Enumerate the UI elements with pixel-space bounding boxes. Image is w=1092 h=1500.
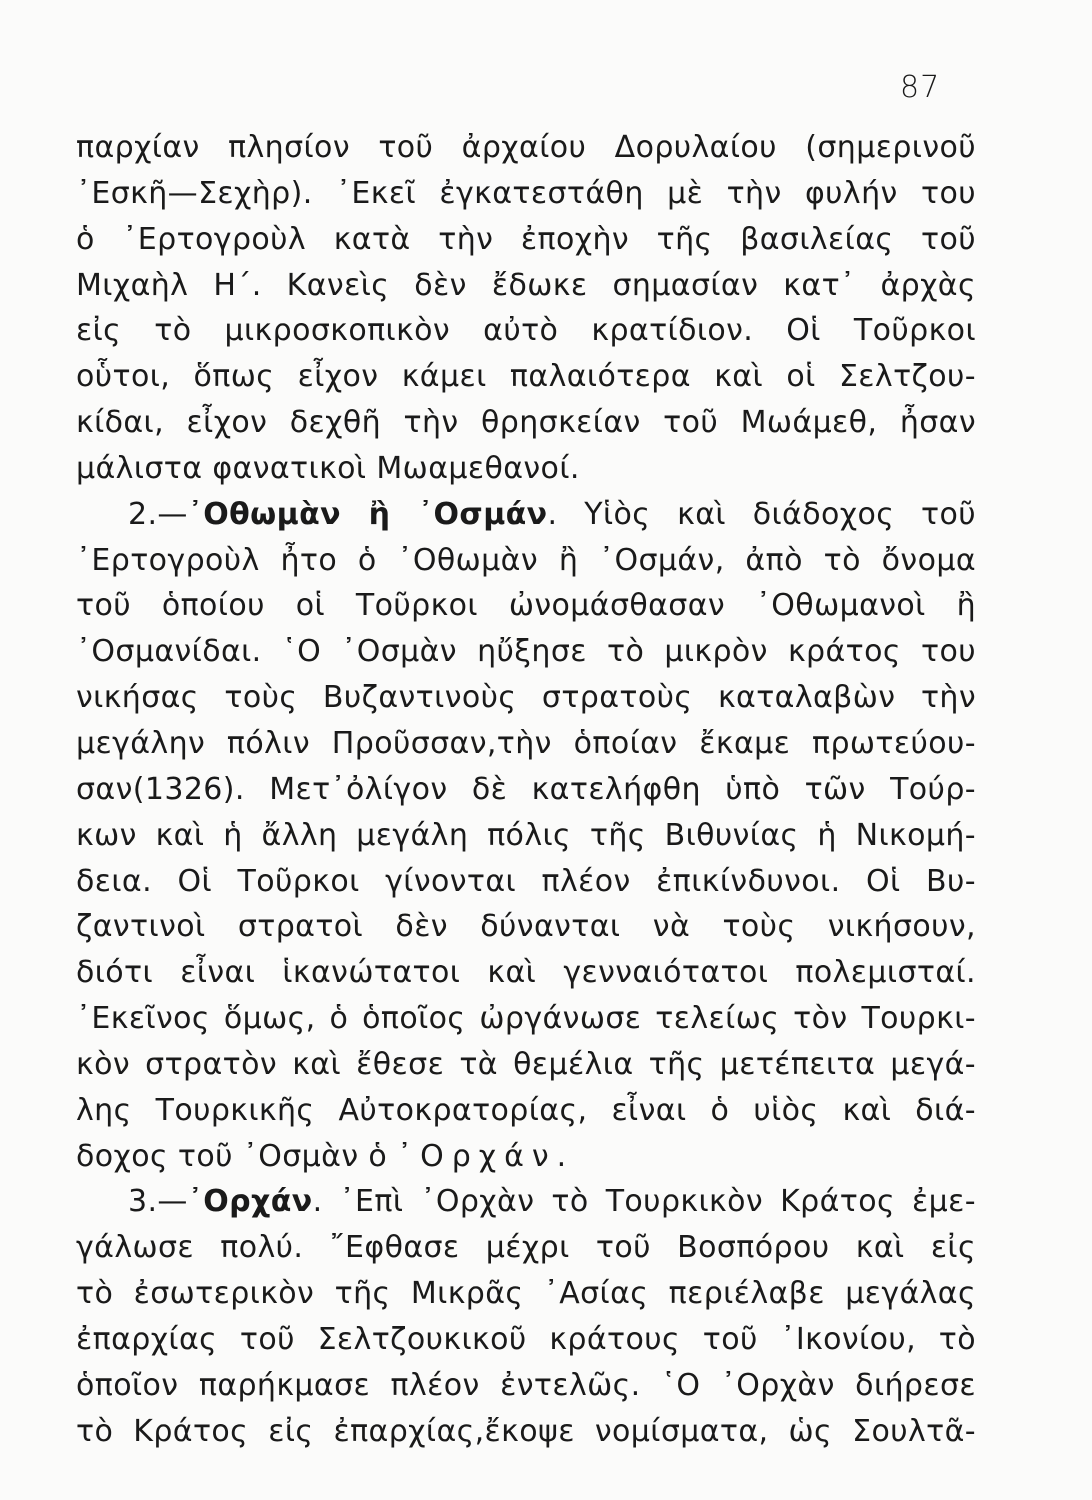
text-line: ἐπαρχίας τοῦ Σελτζουκικοῦ κράτους τοῦ ᾿Ικονίου, τὸ	[76, 1321, 976, 1357]
text-line: ὁ ᾿Ερτογροὺλ κατὰ τὴν ἐποχὴν τῆς βασιλείας τοῦ	[76, 221, 976, 257]
text-line: μάλιστα φανατικοὶ Μωαμεθανοί.	[76, 450, 580, 486]
body-text	[76, 125, 976, 1454]
text-line: ᾿Οσμανίδαι. ῾Ο ᾿Οσμὰν ηὔξησε τὸ μικρὸν κράτος του	[76, 634, 976, 670]
section-number: 2.—	[128, 496, 188, 532]
section-number: 3.—	[128, 1184, 188, 1220]
text-line: τὸ ἐσωτερικὸν τῆς Μικρᾶς ᾿Ασίας περιέλαβε μεγάλας	[76, 1276, 976, 1312]
text-line: τοῦ ὁποίου οἱ Τοῦρκοι ὠνομάσθασαν ᾿Οθωμανοὶ ἢ	[76, 588, 976, 624]
text-line: κων καὶ ἡ ἄλλη μεγάλη πόλις τῆς Βιθυνίας ἡ Νικομή-	[76, 817, 976, 853]
text-line: εἰς τὸ μικροσκοπικὸν αὐτὸ κρατίδιον. Οἱ Τοῦρκοι	[76, 313, 976, 349]
text-line: ὁποῖον παρήκμασε πλέον ἐντελῶς. ῾Ο ᾿Ορχὰν διήρεσε	[76, 1367, 976, 1403]
emphasized-name: ᾿Ορχάν.	[397, 1138, 575, 1174]
text-line: λης Τουρκικῆς Αὐτοκρατορίας, εἶναι ὁ υἱὸς καὶ διά-	[76, 1092, 976, 1128]
text-line: γάλωσε πολύ. ῎Εφθασε μέχρι τοῦ Βοσπόρου καὶ εἰς	[76, 1230, 976, 1266]
text-line: ζαντινοὶ στρατοὶ δὲν δύνανται νὰ τοὺς νικήσουν,	[76, 909, 976, 945]
section-3-first-line	[76, 1179, 976, 1225]
text-line: νικήσας τοὺς Βυζαντινοὺς στρατοὺς καταλαβὼν τὴν	[76, 680, 976, 716]
section-heading: ᾿Οθωμὰν ἢ ᾿Οσμάν	[187, 496, 548, 532]
text-span: δοχος τοῦ ᾿Οσμὰν ὁ	[76, 1138, 398, 1174]
text-line: μεγάλην πόλιν Προῦσσαν,τὴν ὁποίαν ἔκαμε πρωτεύου-	[76, 725, 976, 761]
text-line: ᾿Ερτογροὺλ ἦτο ὁ ᾿Οθωμὰν ἢ ᾿Οσμάν, ἀπὸ τὸ ὄνομα	[76, 542, 976, 578]
page-number: 87	[900, 70, 941, 105]
text-line: διότι εἶναι ἱκανώτατοι καὶ γενναιότατοι πολεμισταί.	[76, 955, 976, 991]
section-heading: ᾿Ορχάν	[187, 1184, 313, 1220]
section-2-first-line	[76, 492, 976, 538]
text-line: Μιχαὴλ Η΄. Κανεὶς δὲν ἔδωκε σημασίαν κατ᾿ ἀρχὰς	[76, 267, 976, 303]
text-span: . ᾿Επὶ ᾿Ορχὰν τὸ Τουρκικὸν Κράτος ἐμε-	[312, 1184, 976, 1220]
text-line: ᾿Εσκῆ—Σεχὴρ). ᾿Εκεῖ ἐγκατεστάθη μὲ τὴν φυλήν του	[76, 175, 976, 211]
text-line: οὗτοι, ὅπως εἶχον κάμει παλαιότερα καὶ οἱ Σελτζου-	[76, 359, 976, 395]
text-line: τὸ Κράτος εἰς ἐπαρχίας,ἔκοψε νομίσματα, ὡς Σουλτᾶ-	[76, 1413, 976, 1449]
text-line: κίδαι, εἶχον δεχθῆ τὴν θρησκείαν τοῦ Μωάμεθ, ἦσαν	[76, 405, 976, 441]
text-line: παρχίαν πλησίον τοῦ ἀρχαίου Δορυλαίου (σημερινοῦ	[76, 130, 976, 165]
text-span: . Υἱὸς καὶ διάδοχος τοῦ	[547, 496, 976, 532]
text-line: ᾿Εκεῖνος ὅμως, ὁ ὁποῖος ὠργάνωσε τελείως τὸν Τουρκι-	[76, 1001, 976, 1037]
text-line: κὸν στρατὸν καὶ ἔθεσε τὰ θεμέλια τῆς μετέπειτα μεγά-	[76, 1046, 976, 1082]
text-line: δεια. Οἱ Τοῦρκοι γίνονται πλέον ἐπικίνδυνοι. Οἱ Βυ-	[76, 863, 976, 899]
section-2-last-line	[76, 1134, 976, 1180]
text-line: σαν(1326). Μετ᾿ὀλίγον δὲ κατελήφθη ὑπὸ τῶν Τούρ-	[76, 771, 976, 807]
